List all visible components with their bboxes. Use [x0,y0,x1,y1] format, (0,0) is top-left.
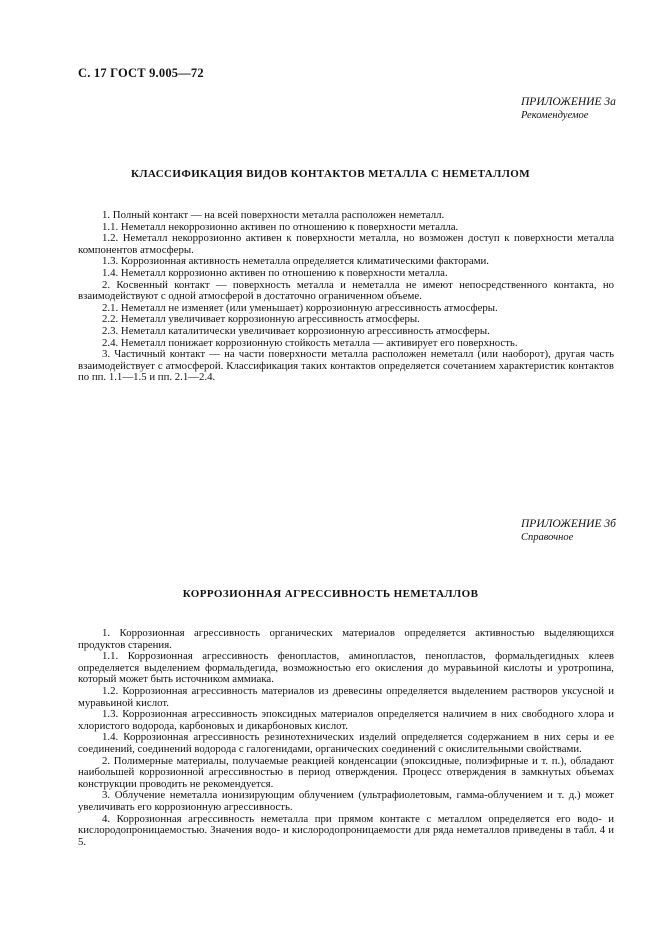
section2-paragraph: 4. Коррозионная агрессивность неметалла при прямом контакте с металлом определяется его водо- и кислородопроницаемостью. Значения водо- и кислородопроницаемости для ряда неметаллов приведены в табл. 4 и 5. [78,812,614,848]
section1-paragraph: 2.1. Неметалл не изменяет (или уменьшает) коррозионную агрессивность атмосферы. [102,301,498,314]
appendix-3a [521,95,616,123]
section1-paragraph: 1. Полный контакт — на всей поверхности металла расположен неметалл. [102,209,445,221]
section1-paragraph: 1.2. Неметалл некоррозионно активен к поверхности металла, но возможен доступ к поверхности металла компонентов атмосферы. [78,232,614,256]
section2-paragraph: 1. Коррозионная агрессивность органических материалов определяется активностью выделяющихся продуктов старения. [78,627,614,651]
section1-paragraph: 2. Косвенный контакт — поверхность металла и неметалла не имеют непосредственного контакта, но взаимодействуют с одной атмосферой в достаточно ограниченном объеме. [78,278,614,303]
section1-paragraph: 3. Частичный контакт — на части поверхности металла расположен неметалл (или наоборот), другая часть взаимодействует с атмосферой. Классификация таких контактов определяется сочетанием характеристик контактов по пп. 1.1—1.5 и пп. 2.1—2.4. [78,348,614,384]
section1-body [78,210,614,384]
appendix-3b-status: Справочное [521,532,574,543]
section1-paragraph: 2.3. Неметалл каталитически увеличивает коррозионную агрессивность атмосферы. [102,324,490,337]
section2-paragraph: 1.3. Коррозионная агрессивность эпоксидных материалов определяется наличием в них свободного хлора и хлористого водорода, карбоновых и дикарбоновых кислот. [78,708,614,732]
section1-paragraph: 1.4. Неметалл коррозионно активен по отношению к поверхности металла. [102,266,448,279]
appendix-3b-label: ПРИЛОЖЕНИЕ 3б [521,518,616,530]
section2-paragraph: 3. Облучение неметалла ионизирующим облучением (ультрафиолетовым, гамма-облучением и т. д.) может увеличивать его коррозионную агрессивность. [78,789,614,813]
section1-paragraph: 2.4. Неметалл понижает коррозионную стойкость металла — активирует его поверхность. [102,336,518,349]
appendix-3a-status: Рекомендуемое [521,110,589,121]
section1-paragraph: 2.2. Неметалл увеличивает коррозионную агрессивность атмосферы. [102,313,420,326]
section2-paragraph: 1.1. Коррозионная агрессивность фенопластов, аминопластов, пенопластов, формальдегидных клеев определяется выделением формальдегида, возможностью его окисления до муравьиной кислоты и уротропина, который может быть источником аммиака. [78,650,614,686]
appendix-3a-label: ПРИЛОЖЕНИЕ 3а [521,96,616,108]
section1-title: КЛАССИФИКАЦИЯ ВИДОВ КОНТАКТОВ МЕТАЛЛА С НЕМЕТАЛЛОМ [130,168,531,180]
section1-paragraph: 1.1. Неметалл некоррозионно активен по отношению к поверхности металла. [102,220,459,233]
section2-title: КОРРОЗИОННАЯ АГРЕССИВНОСТЬ НЕМЕТАЛЛОВ [182,588,479,600]
section2-paragraph: 1.2. Коррозионная агрессивность материалов из древесины определяется выделением растворов уксусной и муравьиной кислот. [78,684,614,709]
page-header: С. 17 ГОСТ 9.005—72 [78,66,204,80]
appendix-3b [521,517,616,545]
section1-paragraph: 1.3. Коррозионная активность неметалла определяется климатическими факторами. [102,255,490,268]
section2-body [78,628,614,848]
section2-paragraph: 1.4. Коррозионная агрессивность резинотехнических изделий определяется содержанием в них серы и ее соединений, соединений водорода с галогенидами, органических соединений с окислительными свойствами. [78,731,614,755]
section2-paragraph: 2. Полимерные материалы, получаемые реакцией конденсации (эпоксидные, полиэфирные и т. п.), обладают наибольшей коррозионной агрессивностью в период отверждения. Процесс отверждения в замкнутых объемах конструкции проводить не рекомендуется. [78,754,614,790]
